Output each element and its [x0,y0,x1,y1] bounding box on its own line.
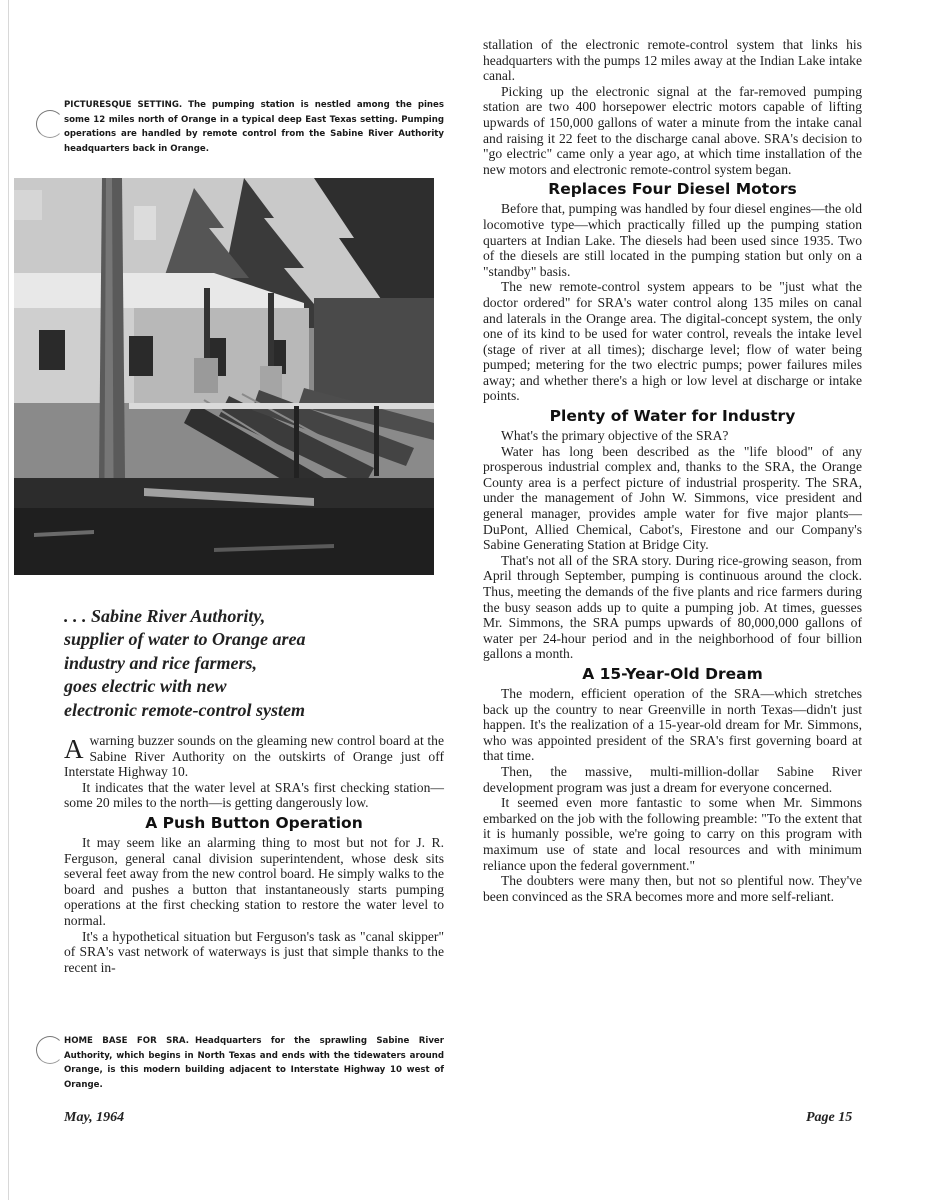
drop-cap: A [64,734,84,764]
right-column [483,37,862,904]
paragraph: It may seem like an alarming thing to most but not for J. R. Ferguson, general canal division superintendent, whose desk sits several feet away from the new control board. He simply walks to the board and pushes a button that instantaneously starts pumping operations at the first checking station to restore the water level to normal. [64,834,444,928]
section-heading: A Push Button Operation [145,813,363,832]
paragraph: It indicates that the water level at SRA's first checking station—some 20 miles to the north—is getting dangerously low. [64,779,444,811]
paragraph: Before that, pumping was handled by four diesel engines—the old locomotive type—which practically filled up the pumping station quarters at Indian Lake. The diesels had been used since 1935. Two of the diesels are still located in the pumping station but only on a "standby" basis. [483,201,862,279]
paragraph: The modern, efficient operation of the SRA—which stretches back up the country to near Greenville in north Texas—didn't just happen. It's the realization of a 15-year-old dream for Mr. Simmons, who was appointed president of the SRA's first governing board at that time. [483,685,862,764]
section-heading: Replaces Four Diesel Motors [548,180,797,199]
paragraph: The new remote-control system appears to be "just what the doctor ordered" for SRA's water control along 135 miles on canal and laterals in the Orange area. The digital-concept system, the only one of its kind to be used for water control, reveals the intake level (stage of river at all times); discharge level; flow of water being pumped; metering for the two electric pumps; power failures miles away; and whether there's a high or low level at discharge or intake points. [483,279,862,404]
caption-lead: HOME BASE FOR SRA. [64,1036,189,1046]
article-intro [64,605,444,722]
intro-line: industry and rice farmers, [64,652,258,673]
paragraph: It seemed even more fantastic to some when Mr. Simmons embarked on the job with the following preamble: "To the extent that it is humanly possible, we're going to carry on this program with maximum use of state and local resources and with minimum reliance upon the federal government." [483,795,862,873]
intro-line: electronic remote-control system [64,699,305,720]
footer-date: May, 1964 [64,1110,125,1125]
paragraph: Then, the massive, multi-million-dollar Sabine River development program was just a dream for everyone concerned. [483,763,862,795]
paragraph: That's not all of the SRA story. During rice-growing season, from April through September, pumping is continuous around the clock. Thus, meeting the demands of the five plants and rice farmers during the busy season adds up to quite a pumping job. At times, guesses Mr. Simmons, the SRA pumps upwards of 80,000,000 gallons of water per 24-hour period and in the neighborhood of four billion gallons a month. [483,552,862,662]
intro-line: . . . Sabine River Authority, [64,606,266,626]
caption-text: The pumping station is nestled among the pines some 12 miles north of Orange in a typical deep East Texas setting. Pumping operations are handled by remote control from the Sabine River Authority headquarters back in Orange. [64,100,444,154]
page-edge [8,0,9,1200]
binder-hole-bottom [36,1036,64,1064]
paragraph: It's a hypothetical situation but Ferguson's task as "canal skipper" of SRA's vast network of waterways is just that simple thanks to the recent in- [64,928,444,975]
caption-text: Headquarters for the sprawling Sabine River Authority, which begins in North Texas and ends with the tidewaters around Orange, is this modern building adjacent to Interstate Highway 10 west of Orange. [64,1036,444,1090]
opening-paragraph: Awarning buzzer sounds on the gleaming new control board at the Sabine River Authority on the outskirts of Orange just off Interstate Highway 10. [64,733,444,780]
section-heading: A 15-Year-Old Dream [582,664,763,683]
section-heading: Plenty of Water for Industry [549,407,796,426]
building-caption [64,1034,444,1092]
paragraph: What's the primary objective of the SRA? [501,428,729,444]
paragraph: Picking up the electronic signal at the far-removed pumping station are two 400 horsepower electric motors capable of lifting upwards of 150,000 gallons of water a minute from the intake canal and raising it 22 feet to the discharge canal above. SRA's decision to "go electric" came only a year ago, at which time installation of the new motors and electronic remote-control system began. [483,83,862,177]
paragraph: The doubters were many then, but not so plentiful now. They've been convinced as the SRA becomes more and more self-reliant. [483,873,862,904]
paragraph: stallation of the electronic remote-control system that links his headquarters with the pumps 12 miles away at the Indian Lake intake canal. [483,37,862,84]
binder-hole-top [36,110,64,138]
photo-caption [64,98,444,156]
paragraph: Water has long been described as the "life blood" of any prosperous industrial complex and, thanks to the SRA, the Orange County area is a perfect picture of industrial prosperity. The SRA, under the management of John W. Simmons, vice president and general manager, provides ample water for five major plants—DuPont, Allied Chemical, Cabot's, Firestone and our Company's Sabine Generating Station at Bridge City. [483,443,862,553]
page-number: Page 15 [806,1110,853,1125]
pumping-station-photo [14,178,434,575]
intro-line: goes electric with new [64,676,227,697]
caption-lead: PICTURESQUE SETTING. [64,100,183,110]
left-column [64,733,444,975]
intro-line: supplier of water to Orange area [64,629,306,650]
